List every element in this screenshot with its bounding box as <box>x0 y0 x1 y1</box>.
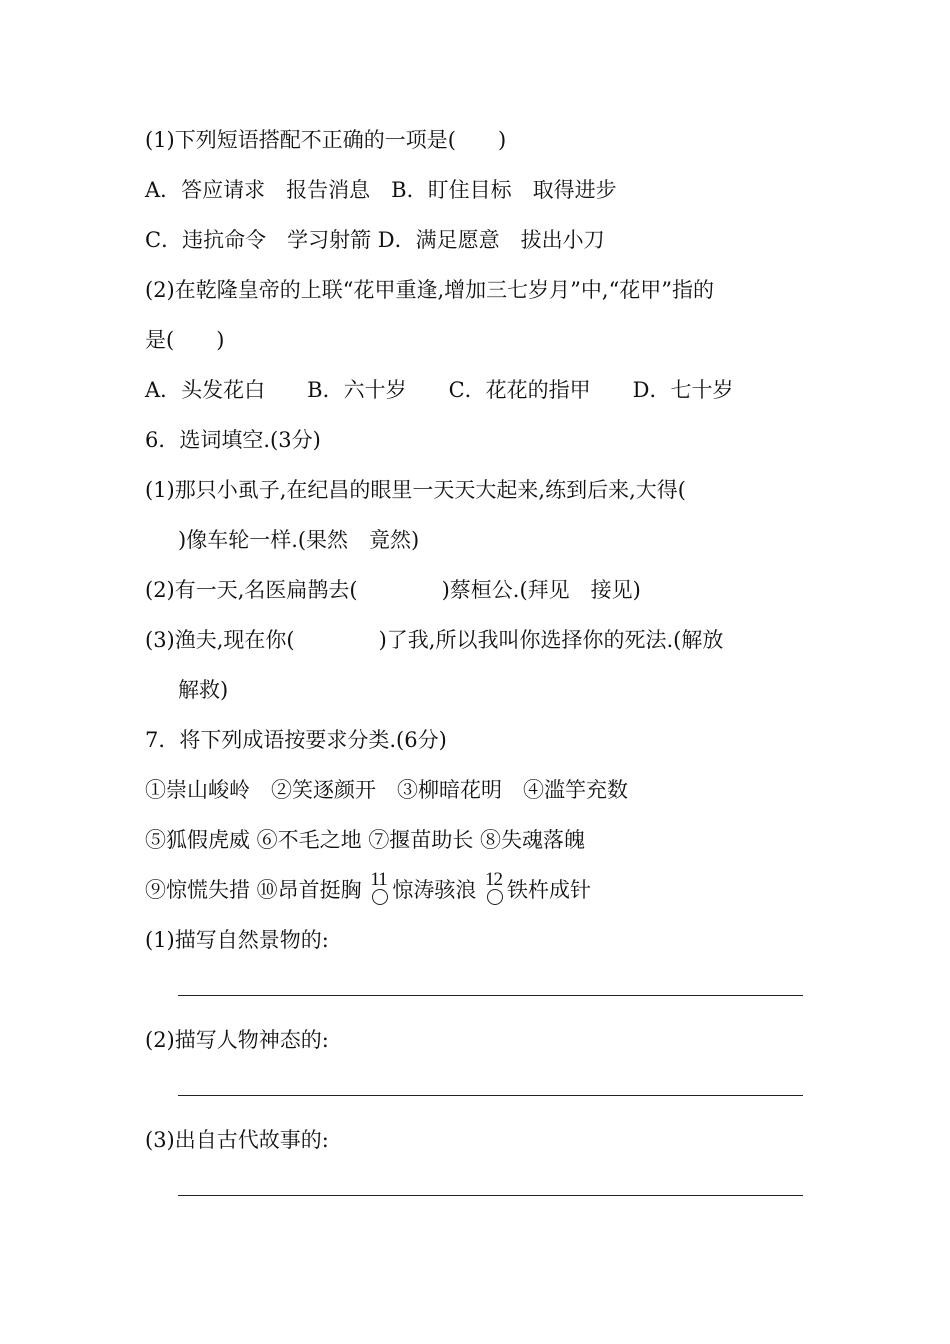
q7-sub3-answer-line[interactable] <box>178 1195 803 1196</box>
q5-sub2-options: A．头发花白 B．六十岁 C．花花的指甲 D．七十岁 <box>145 378 734 402</box>
q6-sub3-line1: (3)渔夫,现在你( )了我,所以我叫你选择你的死法.(解放 <box>145 628 724 652</box>
q5-sub2-prompt-line1: (2)在乾隆皇帝的上联“花甲重逢,增加三七岁月”中,“花甲”指的 <box>145 278 715 302</box>
q7-sub2-prompt: (2)描写人物神态的: <box>145 1028 329 1052</box>
q7-sub1-answer-line[interactable] <box>178 995 803 996</box>
q7-idioms-row3-start: ⑨惊慌失措 ⑩昂首挺胸 <box>145 878 369 902</box>
q7-sub2-answer-line[interactable] <box>178 1095 803 1096</box>
q6-sub3-line2: 解救) <box>178 678 229 702</box>
q5-sub1-options-row2: C．违抗命令 学习射箭 D．满足愿意 拔出小刀 <box>145 228 605 252</box>
q7-idioms-row1: ①崇山峻岭 ②笑逐颜开 ③柳暗花明 ④滥竽充数 <box>145 778 628 802</box>
q7-sub1-prompt: (1)描写自然景物的: <box>145 928 329 952</box>
idiom-12: 铁杵成针 <box>507 878 592 902</box>
q6-sub1-line2: )像车轮一样.(果然 竟然) <box>178 528 420 552</box>
q6-title: 6．选词填空.(3分) <box>145 428 321 452</box>
q5-sub2-prompt-line2: 是( ) <box>145 328 225 352</box>
circled-number-12: 12 <box>483 875 507 905</box>
q7-idioms-row2: ⑤狐假虎威 ⑥不毛之地 ⑦揠苗助长 ⑧失魂落魄 <box>145 828 586 852</box>
q6-sub2: (2)有一天,名医扁鹊去( )蔡桓公.(拜见 接见) <box>145 578 641 602</box>
q7-idioms-row3 <box>145 869 592 905</box>
q7-title: 7．将下列成语按要求分类.(6分) <box>145 728 447 752</box>
q5-sub1-prompt: (1)下列短语搭配不正确的一项是( ) <box>145 128 507 152</box>
q7-sub3-prompt: (3)出自古代故事的: <box>145 1128 329 1152</box>
q6-sub1-line1: (1)那只小虱子,在纪昌的眼里一天天大起来,练到后来,大得( <box>145 478 686 502</box>
q5-sub1-options-row1: A．答应请求 报告消息 B．盯住目标 取得进步 <box>145 178 617 202</box>
circled-number-11: 11 <box>368 875 392 905</box>
idiom-11: 惊涛骇浪 <box>392 878 484 902</box>
